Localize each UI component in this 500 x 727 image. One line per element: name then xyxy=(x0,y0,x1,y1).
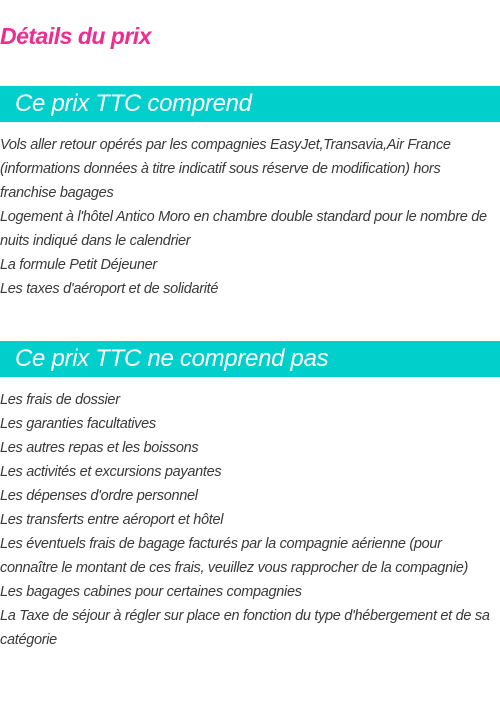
list-item: Les frais de dossier xyxy=(0,392,120,408)
list-item: Les autres repas et les boissons xyxy=(0,440,199,456)
excluded-section xyxy=(0,341,500,652)
excluded-heading: Ce prix TTC ne comprend pas xyxy=(0,341,500,377)
list-item: La Taxe de séjour à régler sur place en fonction du type d'hébergement et de sa catégorie xyxy=(0,608,490,648)
list-item: Logement à l'hôtel Antico Moro en chambre double standard pour le nombre de nuits indiqué dans le calendrier xyxy=(0,209,487,249)
page-title: Détails du prix xyxy=(0,23,151,49)
list-item: Les éventuels frais de bagage facturés par la compagnie aérienne (pour connaître le montant de ces frais, veuillez vous rapprocher de la compagnie) xyxy=(0,536,469,576)
list-item: Les activités et excursions payantes xyxy=(0,464,222,480)
included-list xyxy=(0,133,500,301)
excluded-list xyxy=(0,388,500,652)
list-item: Les bagages cabines pour certaines compagnies xyxy=(0,584,302,600)
list-item: La formule Petit Déjeuner xyxy=(0,257,157,273)
list-item: Les dépenses d'ordre personnel xyxy=(0,488,198,504)
included-section xyxy=(0,86,500,301)
list-item: Vols aller retour opérés par les compagnies EasyJet,Transavia,Air France (informations données à titre indicatif sous réserve de modification) hors franchise bagages xyxy=(0,137,451,201)
list-item: Les taxes d'aéroport et de solidarité xyxy=(0,281,219,297)
included-heading: Ce prix TTC comprend xyxy=(0,86,500,122)
list-item: Les transferts entre aéroport et hôtel xyxy=(0,512,224,528)
list-item: Les garanties facultatives xyxy=(0,416,156,432)
